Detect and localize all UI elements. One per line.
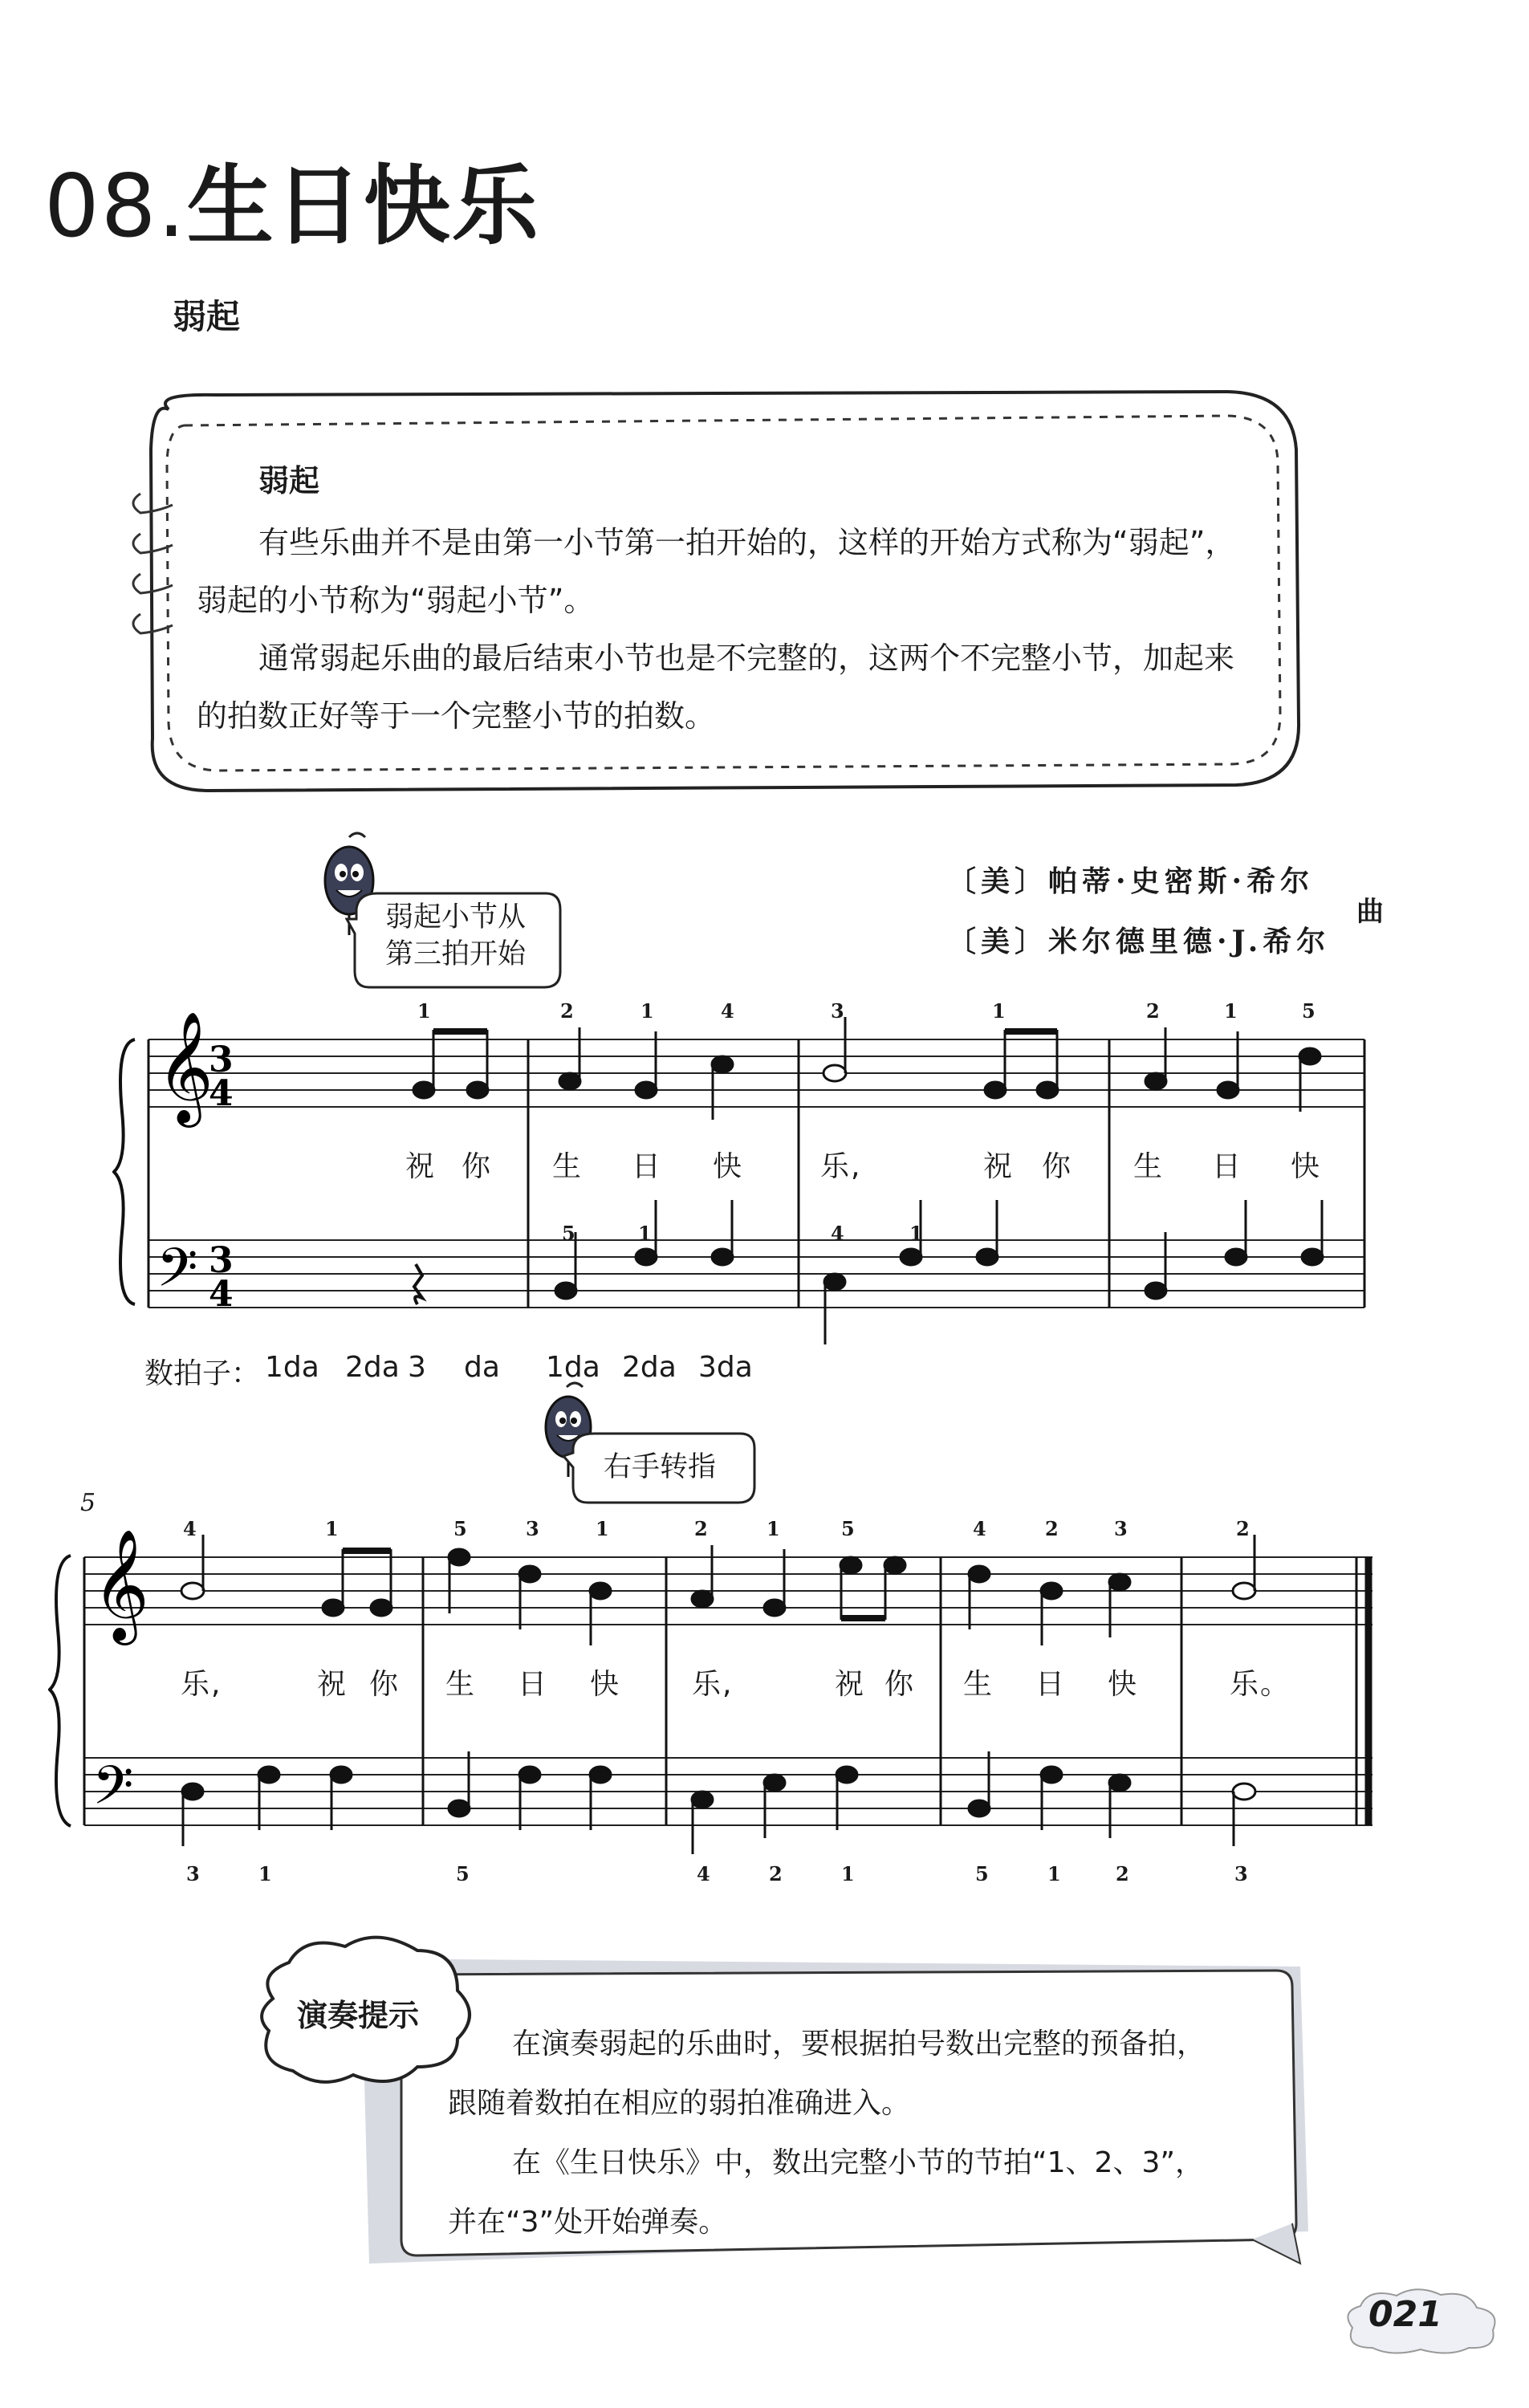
s2-finger: 1 [325, 1517, 339, 1540]
s2-lyric: 乐。 [1230, 1668, 1291, 1701]
count-beat: 3da [698, 1351, 753, 1384]
info-line-3: 通常弱起乐曲的最后结束小节也是不完整的，这两个不完整小节，加起来 [258, 641, 1235, 676]
s2-finger: 2 [1045, 1517, 1059, 1540]
s2-lyric: 祝 [835, 1668, 866, 1701]
bass-notes [414, 1200, 1323, 1344]
count-beat: 1da [265, 1351, 319, 1384]
s2-lyric: 日 [1035, 1668, 1067, 1701]
info-line-2: 弱起的小节称为“弱起小节”。 [197, 583, 595, 618]
pickup-callout-line-2: 第三拍开始 [385, 938, 527, 970]
s1-lyric: 日 [1212, 1150, 1243, 1183]
info-line-4: 的拍数正好等于一个完整小节的拍数。 [197, 698, 716, 734]
s2-bass-finger: 1 [841, 1862, 855, 1885]
finger-change-callout: 右手转指 [604, 1451, 717, 1483]
s1-finger: 2 [1146, 999, 1160, 1023]
s2-lyric: 生 [445, 1668, 477, 1701]
s1-lyric: 你 [462, 1150, 493, 1183]
info-line-1: 有些乐曲并不是由第一小节第一拍开始的，这样的开始方式称为“弱起”， [258, 525, 1236, 560]
s2-bass-finger: 4 [697, 1862, 710, 1885]
s1-lyric: 生 [552, 1150, 584, 1183]
s2-lyric: 快 [590, 1668, 621, 1701]
count-label: 数拍子： [144, 1357, 261, 1390]
s2-lyric: 你 [369, 1668, 401, 1701]
composer-suffix: 曲 [1356, 896, 1384, 928]
s1-lyric: 你 [1042, 1150, 1073, 1183]
s2-bass-finger: 3 [186, 1862, 200, 1885]
s2-bass-finger: 1 [258, 1862, 272, 1885]
composer-line-2: 〔美〕米尔德里德·J.希尔 [947, 925, 1331, 958]
s2-lyric: 乐, [181, 1668, 222, 1701]
page-number: 021 [1368, 2294, 1442, 2335]
s2-finger: 2 [694, 1517, 708, 1540]
s2-finger: 1 [596, 1517, 609, 1540]
s2-finger: 4 [973, 1517, 986, 1540]
time-sig-bottom-bass: 4 [209, 1274, 234, 1315]
count-beat: 3 [408, 1351, 426, 1384]
s1-bass-finger: 4 [831, 1222, 844, 1245]
tip-line-4: 并在“3”处开始弹奏。 [448, 2206, 728, 2239]
s2-lyric: 乐, [692, 1668, 734, 1701]
count-beat: 2da [345, 1351, 400, 1384]
s2-bass-finger: 1 [1047, 1862, 1061, 1885]
s1-bass-finger: 1 [638, 1222, 652, 1245]
tip-label: 演奏提示 [297, 1998, 420, 2033]
s1-lyric: 日 [632, 1150, 663, 1183]
measure-number: 5 [80, 1489, 96, 1517]
count-beat: 1da [546, 1351, 600, 1384]
bass-notes [182, 1751, 1255, 1854]
tip-line-2: 跟随着数拍在相应的弱拍准确进入。 [448, 2087, 911, 2120]
s1-finger: 1 [992, 999, 1006, 1023]
page-title [44, 136, 540, 261]
treble-clef-icon: 𝄞 [157, 1011, 213, 1123]
info-box-heading: 弱起 [258, 463, 320, 498]
s2-lyric: 你 [884, 1668, 916, 1701]
s2-finger: 1 [767, 1517, 780, 1540]
composer-line-1: 〔美〕帕蒂·史密斯·希尔 [947, 864, 1315, 898]
count-beat: 2da [622, 1351, 677, 1384]
s2-lyric: 日 [518, 1668, 549, 1701]
s2-lyric: 快 [1108, 1668, 1139, 1701]
s2-lyric: 生 [963, 1668, 994, 1701]
s2-finger: 4 [183, 1517, 197, 1540]
s1-lyric: 乐, [820, 1150, 862, 1183]
time-sig-bottom-treble: 4 [209, 1073, 234, 1114]
s2-bass-finger: 2 [1116, 1862, 1129, 1885]
treble-clef-icon: 𝄞 [92, 1529, 149, 1641]
s1-lyric: 快 [713, 1150, 744, 1183]
bass-clef-icon: 𝄢 [92, 1755, 134, 1829]
s1-bass-finger: 5 [562, 1222, 575, 1245]
s2-lyric: 祝 [317, 1668, 348, 1701]
s1-lyric: 祝 [983, 1150, 1015, 1183]
s1-bass-finger: 1 [909, 1222, 923, 1245]
quarter-rest-icon [414, 1264, 422, 1304]
s2-bass-finger: 5 [975, 1862, 989, 1885]
s2-finger: 2 [1236, 1517, 1250, 1540]
s1-finger: 1 [1224, 999, 1238, 1023]
pickup-callout-line-1: 弱起小节从 [385, 901, 527, 934]
s2-finger: 3 [1114, 1517, 1128, 1540]
s2-bass-finger: 5 [456, 1862, 470, 1885]
s1-lyric: 生 [1133, 1150, 1165, 1183]
s2-bass-finger: 2 [769, 1862, 783, 1885]
s2-bass-finger: 3 [1234, 1862, 1248, 1885]
s1-finger: 1 [417, 999, 431, 1023]
s2-finger: 3 [526, 1517, 539, 1540]
s2-finger: 5 [841, 1517, 855, 1540]
s1-finger: 2 [560, 999, 574, 1023]
count-beat: da [464, 1351, 500, 1384]
time-sig-top-treble: 3 [209, 1039, 234, 1080]
treble-notes [413, 1017, 1320, 1120]
s1-finger: 5 [1302, 999, 1316, 1023]
tip-line-1: 在演奏弱起的乐曲时，要根据拍号数出完整的预备拍， [512, 2028, 1206, 2060]
bass-clef-icon: 𝄢 [157, 1237, 198, 1312]
title-number: 08. [44, 157, 187, 257]
system-1-staff [112, 999, 1381, 1361]
section-subtitle: 弱起 [173, 297, 241, 336]
s2-finger: 5 [453, 1517, 467, 1540]
tip-line-3: 在《生日快乐》中，数出完整小节的节拍“1、2、3”， [512, 2146, 1205, 2179]
s1-lyric: 快 [1291, 1150, 1322, 1183]
pickup-callout [385, 899, 526, 973]
s1-finger: 4 [721, 999, 734, 1023]
title-text: 生日快乐 [186, 157, 540, 257]
s1-lyric: 祝 [405, 1150, 437, 1183]
s1-finger: 1 [640, 999, 654, 1023]
time-sig-top-bass: 3 [209, 1240, 234, 1281]
s1-finger: 3 [831, 999, 844, 1023]
